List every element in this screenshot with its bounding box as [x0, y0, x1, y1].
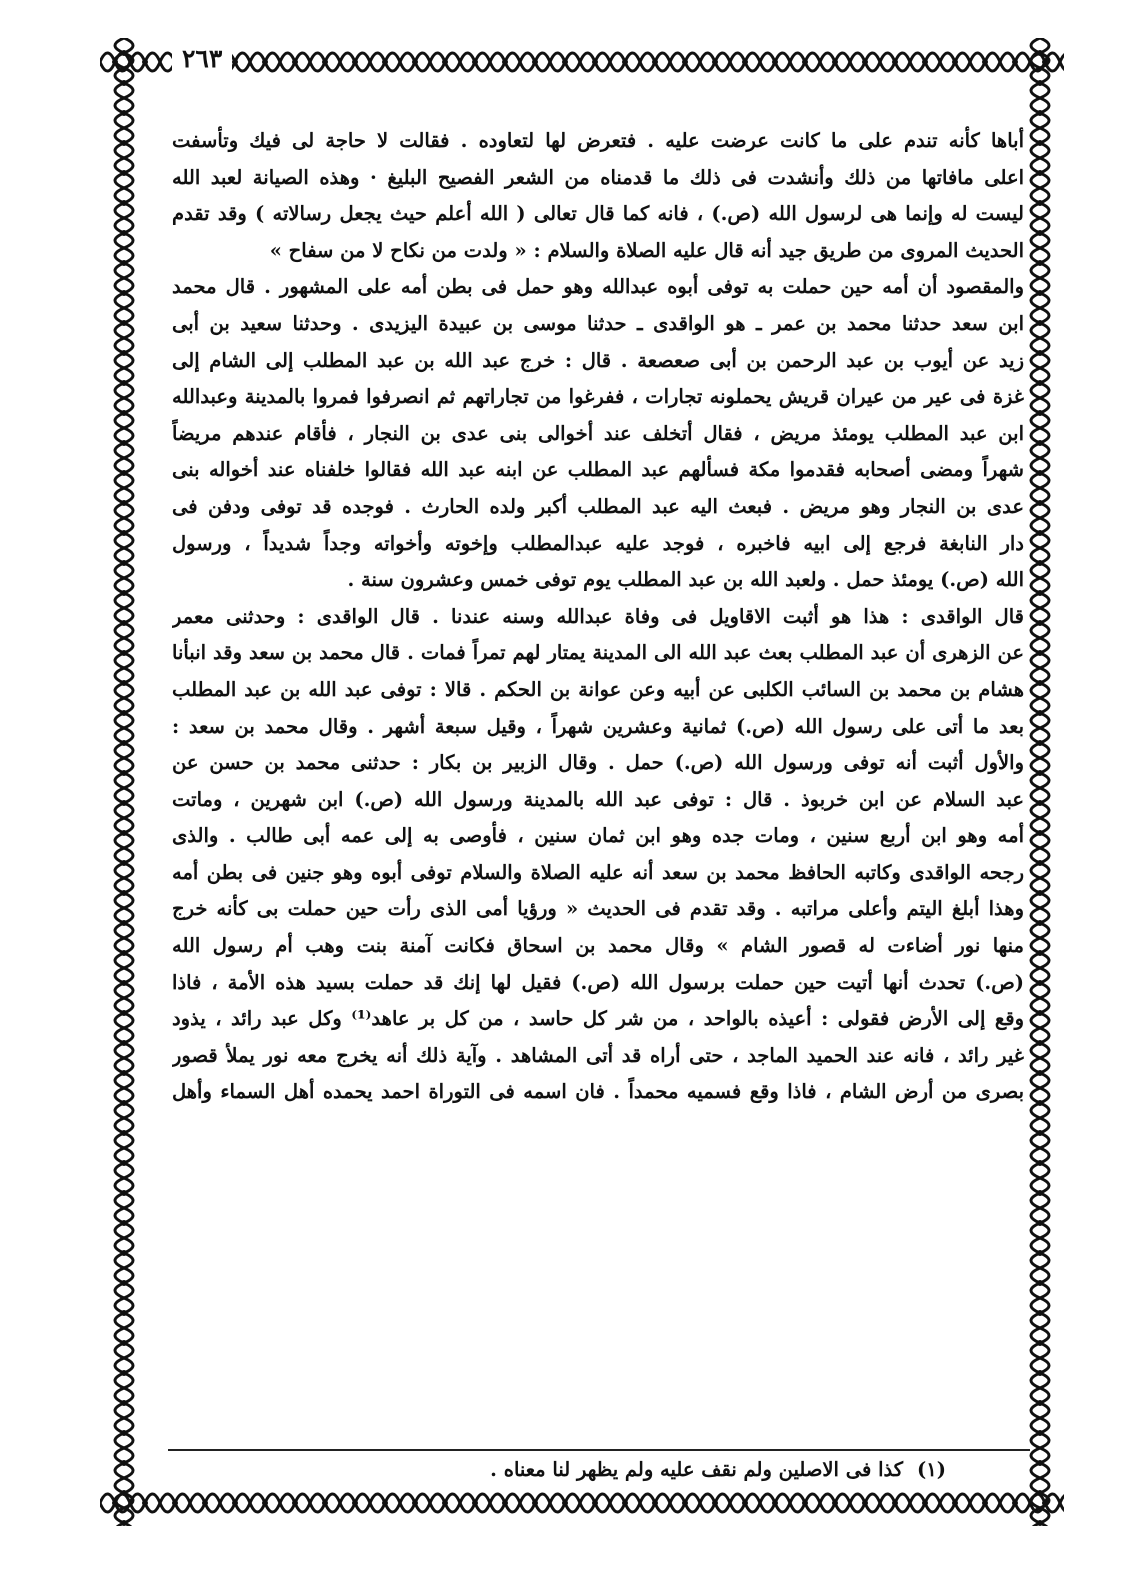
text-line: قال الواقدى : هذا هو أثبت الاقاويل فى وفاة عبدالله وسنه عندنا . قال الواقدى : وحدثنى معمر — [172, 604, 1024, 628]
footnote-number: (١) — [917, 1458, 946, 1481]
text-line: أمه وهو ابن أربع سنين ، ومات جده وهو ابن ثمان سنين ، فأوصى به إلى عمه أبى طالب . والذى — [172, 824, 1024, 848]
text-line: زيد عن أيوب بن عبد الرحمن بن أبى صعصعة . قال : خرج عبد الله بن عبد المطلب إلى الشام إلى — [172, 348, 1024, 372]
text-line: ابن سعد حدثنا محمد بن عمر ـ هو الواقدى ـ حدثنا موسى بن عبيدة اليزيدى . وحدثنا سعيد بن أبى — [172, 311, 1024, 335]
text-line: أباها كأنه تندم على ما كانت عرضت عليه . فتعرض لها لتعاوده . فقالت لا حاجة لى فيك وتأسفت — [172, 129, 1024, 152]
text-line: والأول أثبت أنه توفى ورسول الله (ص.) حمل . وقال الزبير بن بكار : حدثنى محمد بن حسن عن — [172, 751, 1024, 775]
text-line: عبد السلام عن ابن خربوذ . قال : توفى عبد الله بالمدينة ورسول الله (ص.) ابن شهرين ، وماتت — [172, 787, 1024, 811]
text-line: والمقصود أن أمه حين حملت به توفى أبوه عبدالله وهو حمل فى بطن أمه على المشهور . قال محمد — [172, 275, 1024, 299]
text-line: اعلى مافاتها من ذلك وأنشدت فى ذلك ما قدمناه من الشعر الفصيح البليغ · وهذه الصيانة لعبد الله — [172, 165, 1024, 189]
text-line: وقع إلى الأرض فقولى : أعيذه بالواحد ، من شر كل حاسد ، من كل بر عاهد⁽¹⁾ وكل عبد رائد ، يذود — [172, 1007, 1024, 1031]
text-line: وهذا أبلغ اليتم وأعلى مراتبه . وقد تقدم فى الحديث « ورؤيا أمى الذى رأت حين حملت بى كأنه خرج — [172, 897, 1024, 921]
text-line: عدى بن النجار وهو مريض . فبعث اليه عبد المطلب أكبر ولده الحارث . فوجده قد توفى ودفن فى — [172, 494, 1024, 518]
text-line: رجحه الواقدى وكاتبه الحافظ محمد بن سعد أنه عليه الصلاة والسلام توفى أبوه وهو جنين فى بطن أمه — [172, 860, 1024, 884]
ornamental-border-left — [100, 38, 148, 1526]
text-line: الله (ص.) يومئذ حمل . ولعبد الله بن عبد المطلب يوم توفى خمس وعشرون سنة . — [347, 568, 1024, 592]
text-line: بصرى من أرض الشام ، فاذا وقع فسميه محمداً . فان اسمه فى التوراة احمد يحمده أهل السماء وأهل — [172, 1080, 1024, 1104]
text-line: منها نور أضاءت له قصور الشام » وقال محمد بن اسحاق فكانت آمنة بنت وهب أم رسول الله — [172, 934, 1024, 958]
text-line: شهراً ومضى أصحابه فقدموا مكة فسألهم عبد المطلب عن ابنه عبد الله فقالوا خلفناه عند أخواله بنى — [172, 458, 1024, 482]
ornamental-border-top — [100, 38, 1064, 86]
text-line: الحديث المروى من طريق جيد أنه قال عليه الصلاة والسلام : « ولدت من نكاح لا من سفاح » — [269, 238, 1024, 262]
text-line: عن الزهرى أن عبد المطلب بعث عبد الله الى المدينة يمتار لهم تمراً فمات . قال محمد بن سعد وقد انبأنا — [172, 641, 1024, 665]
text-line: ابن عبد المطلب يومئذ مريض ، فقال أتخلف عند أخوالى بنى عدى بن النجار ، فأقام عندهم مريضاً — [172, 421, 1024, 445]
text-line: هشام بن محمد بن السائب الكلبى عن أبيه وعن عوانة بن الحكم . قالا : توفى عبد الله بن عبد المطلب — [172, 677, 1024, 701]
text-line: ليست له وإنما هى لرسول الله (ص.) ، فانه كما قال تعالى ( الله أعلم حيث يجعل رسالاته ) وقد تقدم — [172, 202, 1024, 226]
text-line: بعد ما أتى على رسول الله (ص.) ثمانية وعشرين شهراً ، وقيل سبعة أشهر . وقال محمد بن سعد : — [172, 714, 1024, 738]
body-text — [172, 123, 1024, 1111]
text-line: دار النابغة فرجع إلى ابيه فاخبره ، فوجد عليه عبدالمطلب وإخوته وأخواته وجداً شديداً ، ورسول — [172, 531, 1024, 555]
footnote-text: كذا فى الاصلين ولم نقف عليه ولم يظهر لنا معناه . — [490, 1458, 904, 1481]
text-line: غزة فى عير من عيران قريش يحملونه تجارات ، ففرغوا من تجاراتهم ثم انصرفوا فمروا بالمدينة وعبدالله — [172, 385, 1024, 409]
text-line: غير رائد ، فانه عند الحميد الماجد ، حتى أراه قد أتى المشاهد . وآية ذلك أنه يخرج معه نور يملأ قصور — [172, 1043, 1024, 1067]
page-number: ٢٦٣ — [172, 42, 232, 76]
text-line: (ص.) تحدث أنها أتيت حين حملت برسول الله (ص.) فقيل لها إنك قد حملت بسيد هذه الأمة ، فاذا — [172, 970, 1024, 994]
footnote-divider — [168, 1449, 1030, 1451]
ornamental-border-bottom — [100, 1480, 1064, 1526]
footnote — [490, 1458, 946, 1481]
